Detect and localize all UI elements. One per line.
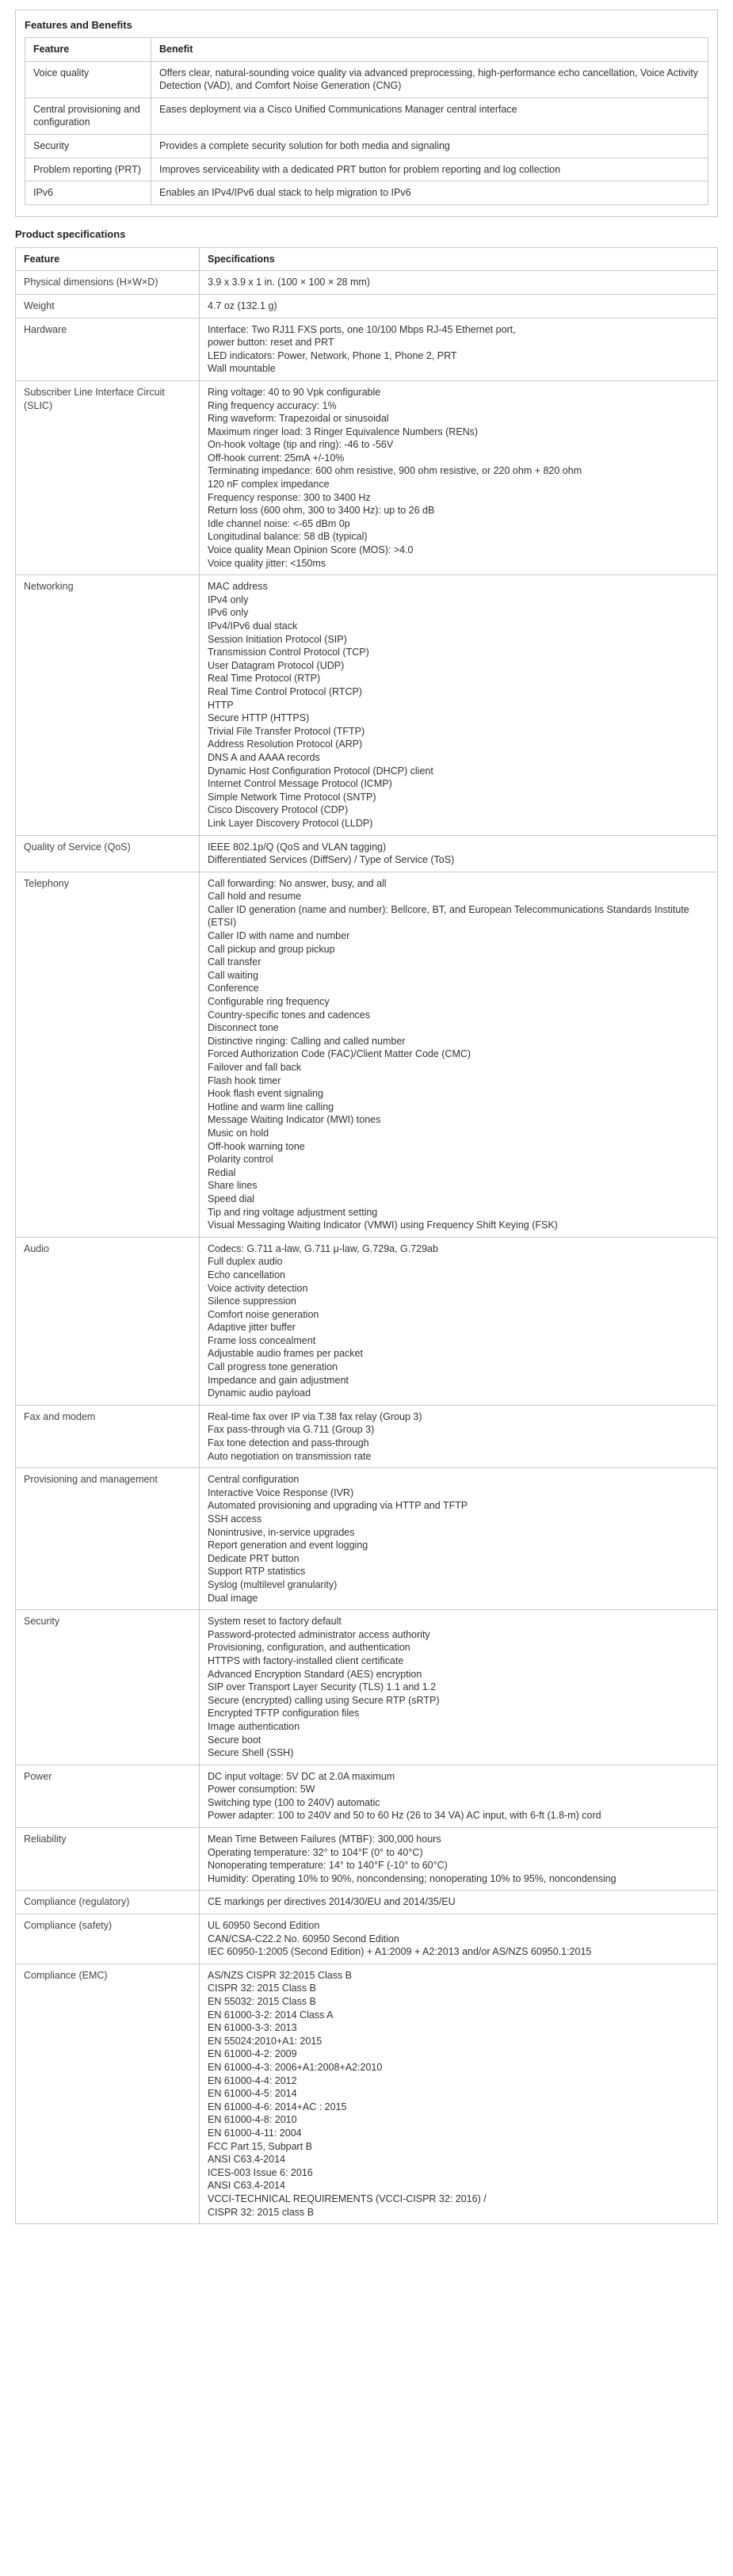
specifications-cell bbox=[200, 835, 718, 872]
spec-line: Ring frequency accuracy: 1% bbox=[208, 399, 337, 411]
benefit-cell: Offers clear, natural-sounding voice quality via advanced preprocessing, high-performance echo cancellation, Voice Activity Detection (VAD), and Comfort Noise Generation (CNG) bbox=[151, 61, 708, 97]
feature-cell: Central provisioning and configuration bbox=[25, 97, 151, 134]
spec-line: Fax tone detection and pass-through bbox=[208, 1437, 369, 1449]
spec-line: Conference bbox=[208, 983, 259, 994]
table-row bbox=[16, 575, 718, 835]
table-row bbox=[16, 1237, 718, 1405]
spec-line: EN 61000-4-11: 2004 bbox=[208, 2127, 302, 2139]
feature-cell: Telephony bbox=[16, 872, 200, 1237]
table-row bbox=[16, 1405, 718, 1467]
spec-line: 120 nF complex impedance bbox=[208, 479, 330, 490]
spec-line: LED indicators: Power, Network, Phone 1, Phone 2, PRT bbox=[208, 349, 457, 361]
spec-line: IPv4 only bbox=[208, 593, 249, 605]
feature-cell: Fax and modem bbox=[16, 1405, 200, 1467]
spec-line: Redial bbox=[208, 1166, 236, 1178]
spec-line: Off-hook warning tone bbox=[208, 1140, 305, 1152]
spec-line: Fax pass-through via G.711 (Group 3) bbox=[208, 1424, 375, 1436]
spec-line: System reset to factory default bbox=[208, 1616, 342, 1628]
table-header-row bbox=[16, 247, 718, 271]
table-row bbox=[16, 1914, 718, 1964]
specifications-cell bbox=[200, 1963, 718, 2223]
spec-line: Secure (encrypted) calling using Secure RTP (sRTP) bbox=[208, 1694, 440, 1706]
spec-line: MAC address bbox=[208, 581, 268, 593]
spec-line: Dynamic audio payload bbox=[208, 1387, 311, 1399]
spec-line: Power consumption: 5W bbox=[208, 1784, 315, 1796]
spec-line: Message Waiting Indicator (MWI) tones bbox=[208, 1114, 381, 1126]
spec-line: SSH access bbox=[208, 1513, 262, 1525]
spec-line: Secure boot bbox=[208, 1734, 262, 1746]
table-row bbox=[16, 1765, 718, 1827]
spec-line: Speed dial bbox=[208, 1193, 255, 1204]
spec-line: Adaptive jitter buffer bbox=[208, 1322, 296, 1334]
spec-line: Ring voltage: 40 to 90 Vpk configurable bbox=[208, 386, 381, 398]
spec-line: FCC Part 15, Subpart B bbox=[208, 2140, 313, 2152]
spec-line: Nonintrusive, in-service upgrades bbox=[208, 1526, 355, 1538]
table-row bbox=[16, 271, 718, 295]
spec-line: Impedance and gain adjustment bbox=[208, 1374, 349, 1386]
spec-line: 3.9 x 3.9 x 1 in. (100 × 100 × 28 mm) bbox=[208, 277, 370, 288]
table-row bbox=[25, 158, 708, 181]
spec-line: Call transfer bbox=[208, 956, 262, 968]
column-header-specifications: Specifications bbox=[200, 247, 718, 271]
feature-cell: Compliance (EMC) bbox=[16, 1963, 200, 2223]
spec-line: Power adapter: 100 to 240V and 50 to 60 Hz (26 to 34 VA) AC input, with 6-ft (1.8-m) cord bbox=[208, 1810, 601, 1822]
spec-line: ICES-003 Issue 6: 2016 bbox=[208, 2166, 313, 2178]
spec-line: EN 61000-3-2: 2014 Class A bbox=[208, 2009, 334, 2021]
spec-line: Configurable ring frequency bbox=[208, 996, 330, 1008]
specifications-cell bbox=[200, 294, 718, 318]
features-benefits-table bbox=[25, 37, 708, 205]
spec-line: Operating temperature: 32° to 104°F (0° to 40°C) bbox=[208, 1846, 423, 1858]
spec-line: Call waiting bbox=[208, 969, 258, 981]
spec-line: Interactive Voice Response (IVR) bbox=[208, 1486, 354, 1498]
table-row bbox=[16, 1468, 718, 1610]
benefit-cell: Eases deployment via a Cisco Unified Communications Manager central interface bbox=[151, 97, 708, 134]
product-specifications-body bbox=[16, 271, 718, 2224]
spec-line: Adjustable audio frames per packet bbox=[208, 1348, 363, 1360]
feature-cell: Audio bbox=[16, 1237, 200, 1405]
spec-line: Session Initiation Protocol (SIP) bbox=[208, 633, 347, 645]
feature-cell: Reliability bbox=[16, 1828, 200, 1891]
spec-line: Silence suppression bbox=[208, 1296, 296, 1307]
spec-line: Call hold and resume bbox=[208, 891, 302, 903]
spec-line: Visual Messaging Waiting Indicator (VMWI) using Frequency Shift Keying (FSK) bbox=[208, 1219, 558, 1231]
specifications-cell bbox=[200, 1891, 718, 1914]
specifications-cell bbox=[200, 575, 718, 835]
column-header-feature: Feature bbox=[25, 38, 151, 62]
spec-line: IEEE 802.1p/Q (QoS and VLAN tagging) bbox=[208, 841, 387, 853]
spec-line: UL 60950 Second Edition bbox=[208, 1920, 320, 1932]
benefit-cell: Provides a complete security solution for both media and signaling bbox=[151, 134, 708, 158]
table-row bbox=[16, 872, 718, 1237]
spec-line: Cisco Discovery Protocol (CDP) bbox=[208, 804, 349, 816]
spec-line: User Datagram Protocol (UDP) bbox=[208, 659, 345, 671]
spec-line: Caller ID with name and number bbox=[208, 930, 350, 942]
feature-cell: Quality of Service (QoS) bbox=[16, 835, 200, 872]
spec-line: power button: reset and PRT bbox=[208, 337, 334, 349]
spec-line: Voice quality jitter: <150ms bbox=[208, 557, 326, 569]
spec-line: 4.7 oz (132.1 g) bbox=[208, 300, 277, 311]
product-specifications-table bbox=[15, 247, 718, 2224]
spec-line: EN 61000-3-3: 2013 bbox=[208, 2022, 297, 2034]
spec-line: IPv6 only bbox=[208, 607, 249, 619]
spec-line: Password-protected administrator access authority bbox=[208, 1628, 430, 1640]
table-row bbox=[25, 181, 708, 205]
spec-line: Secure Shell (SSH) bbox=[208, 1747, 294, 1759]
spec-line: Tip and ring voltage adjustment setting bbox=[208, 1206, 378, 1218]
spec-line: ANSI C63.4-2014 bbox=[208, 2154, 285, 2166]
spec-line: Flash hook timer bbox=[208, 1074, 281, 1086]
spec-line: Nonoperating temperature: 14° to 140°F (-10° to 60°C) bbox=[208, 1860, 448, 1872]
features-benefits-body bbox=[25, 61, 708, 204]
spec-line: On-hook voltage (tip and ring): -46 to -56V bbox=[208, 439, 394, 451]
specifications-cell bbox=[200, 1610, 718, 1765]
specifications-cell bbox=[200, 1914, 718, 1964]
spec-line: Call pickup and group pickup bbox=[208, 943, 335, 955]
benefit-cell: Enables an IPv4/IPv6 dual stack to help migration to IPv6 bbox=[151, 181, 708, 205]
spec-line: Longitudinal balance: 58 dB (typical) bbox=[208, 531, 368, 543]
spec-line: Ring waveform: Trapezoidal or sinusoidal bbox=[208, 413, 389, 425]
spec-line: Failover and fall back bbox=[208, 1062, 302, 1073]
specifications-cell bbox=[200, 318, 718, 380]
spec-line: Hotline and warm line calling bbox=[208, 1101, 334, 1112]
spec-line: Frame loss concealment bbox=[208, 1334, 316, 1346]
spec-line: Automated provisioning and upgrading via HTTP and TFTP bbox=[208, 1500, 468, 1512]
spec-line: Real-time fax over IP via T.38 fax relay (Group 3) bbox=[208, 1410, 422, 1422]
spec-line: Dynamic Host Configuration Protocol (DHCP) client bbox=[208, 765, 433, 777]
table-row bbox=[16, 835, 718, 872]
spec-line: EN 61000-4-3: 2006+A1:2008+A2:2010 bbox=[208, 2061, 383, 2073]
table-row bbox=[25, 97, 708, 134]
spec-line: Full duplex audio bbox=[208, 1256, 283, 1268]
spec-line: HTTPS with factory-installed client certificate bbox=[208, 1654, 404, 1666]
spec-line: IEC 60950-1:2005 (Second Edition) + A1:2009 + A2:2013 and/or AS/NZS 60950.1:2015 bbox=[208, 1946, 592, 1958]
spec-line: Terminating impedance: 600 ohm resistive, 900 ohm resistive, or 220 ohm + 820 ohm bbox=[208, 465, 582, 477]
feature-cell: Power bbox=[16, 1765, 200, 1827]
features-benefits-box bbox=[15, 10, 718, 217]
spec-line: Report generation and event logging bbox=[208, 1540, 368, 1551]
spec-line: Link Layer Discovery Protocol (LLDP) bbox=[208, 817, 373, 829]
features-benefits-title: Features and Benefits bbox=[25, 19, 132, 31]
spec-line: HTTP bbox=[208, 699, 234, 711]
spec-line: Differentiated Services (DiffServ) / Type of Service (ToS) bbox=[208, 854, 455, 866]
spec-line: CISPR 32: 2015 class B bbox=[208, 2206, 315, 2218]
spec-line: Real Time Control Protocol (RTCP) bbox=[208, 685, 362, 697]
spec-line: Distinctive ringing: Calling and called number bbox=[208, 1035, 406, 1047]
spec-line: Secure HTTP (HTTPS) bbox=[208, 712, 310, 724]
spec-line: Hook flash event signaling bbox=[208, 1088, 323, 1100]
product-specifications-box bbox=[15, 247, 718, 2224]
spec-line: Voice quality Mean Opinion Score (MOS): >4.0 bbox=[208, 544, 414, 556]
column-header-benefit: Benefit bbox=[151, 38, 708, 62]
spec-line: Share lines bbox=[208, 1180, 258, 1192]
spec-line: Call forwarding: No answer, busy, and all bbox=[208, 877, 387, 889]
spec-line: Syslog (multilevel granularity) bbox=[208, 1578, 338, 1590]
spec-line: Support RTP statistics bbox=[208, 1566, 306, 1578]
spec-line: EN 61000-4-4: 2012 bbox=[208, 2074, 297, 2086]
spec-line: EN 61000-4-8: 2010 bbox=[208, 2114, 297, 2126]
table-row bbox=[16, 318, 718, 380]
spec-line: Advanced Encryption Standard (AES) encryption bbox=[208, 1668, 422, 1680]
spec-line: Return loss (600 ohm, 300 to 3400 Hz): up to 26 dB bbox=[208, 505, 435, 517]
spec-line: Internet Control Message Protocol (ICMP) bbox=[208, 778, 392, 790]
spec-line: Voice activity detection bbox=[208, 1282, 308, 1294]
specifications-cell bbox=[200, 872, 718, 1237]
spec-line: CISPR 32: 2015 Class B bbox=[208, 1983, 316, 1994]
spec-line: Encrypted TFTP configuration files bbox=[208, 1708, 360, 1719]
spec-line: Call progress tone generation bbox=[208, 1361, 338, 1373]
spec-line: Mean Time Between Failures (MTBF): 300,000 hours bbox=[208, 1834, 441, 1845]
feature-cell: Weight bbox=[16, 294, 200, 318]
table-row bbox=[16, 294, 718, 318]
spec-line: Dedicate PRT button bbox=[208, 1552, 300, 1564]
spec-line: DNS A and AAAA records bbox=[208, 751, 320, 763]
feature-cell: IPv6 bbox=[25, 181, 151, 205]
spec-line: Real Time Protocol (RTP) bbox=[208, 673, 321, 685]
spec-line: Codecs: G.711 a-law, G.711 μ-law, G.729a, G.729ab bbox=[208, 1242, 438, 1254]
spec-line: Country-specific tones and cadences bbox=[208, 1009, 370, 1021]
spec-line: Off-hook current: 25mA +/-10% bbox=[208, 452, 345, 464]
feature-cell: Hardware bbox=[16, 318, 200, 380]
spec-line: Provisioning, configuration, and authentication bbox=[208, 1642, 410, 1654]
table-header-row bbox=[25, 38, 708, 62]
feature-cell: Networking bbox=[16, 575, 200, 835]
spec-line: Simple Network Time Protocol (SNTP) bbox=[208, 791, 376, 803]
spec-line: Transmission Control Protocol (TCP) bbox=[208, 647, 369, 658]
feature-cell: Problem reporting (PRT) bbox=[25, 158, 151, 181]
spec-line: Auto negotiation on transmission rate bbox=[208, 1450, 372, 1462]
product-specifications-title: Product specifications bbox=[15, 227, 126, 240]
specifications-cell bbox=[200, 1237, 718, 1405]
benefit-cell: Improves serviceability with a dedicated PRT button for problem reporting and log collection bbox=[151, 158, 708, 181]
feature-cell: Security bbox=[16, 1610, 200, 1765]
feature-cell: Compliance (safety) bbox=[16, 1914, 200, 1964]
spec-line: Music on hold bbox=[208, 1127, 269, 1139]
feature-cell: Subscriber Line Interface Circuit (SLIC) bbox=[16, 380, 200, 574]
spec-line: Polarity control bbox=[208, 1154, 273, 1166]
spec-line: Comfort noise generation bbox=[208, 1308, 319, 1320]
spec-line: AS/NZS CISPR 32:2015 Class B bbox=[208, 1969, 353, 1981]
spec-line: IPv4/IPv6 dual stack bbox=[208, 620, 298, 632]
spec-line: EN 55024:2010+A1: 2015 bbox=[208, 2035, 323, 2047]
table-row bbox=[25, 61, 708, 97]
spec-line: Address Resolution Protocol (ARP) bbox=[208, 738, 363, 750]
specifications-cell bbox=[200, 1405, 718, 1467]
spec-line: ANSI C63.4-2014 bbox=[208, 2180, 285, 2192]
specifications-cell bbox=[200, 1765, 718, 1827]
spec-line: Humidity: Operating 10% to 90%, noncondensing; nonoperating 10% to 95%, noncondensing bbox=[208, 1872, 617, 1884]
specifications-cell bbox=[200, 1828, 718, 1891]
table-row bbox=[16, 1963, 718, 2223]
spec-line: EN 61000-4-6: 2014+AC : 2015 bbox=[208, 2101, 347, 2112]
spec-line: Forced Authorization Code (FAC)/Client Matter Code (CMC) bbox=[208, 1048, 471, 1060]
spec-line: EN 61000-4-2: 2009 bbox=[208, 2048, 297, 2060]
spec-line: Caller ID generation (name and number): Bellcore, BT, and European Telecommunications Standards Institute (ETSI) bbox=[208, 903, 689, 929]
column-header-feature: Feature bbox=[16, 247, 200, 271]
feature-cell: Physical dimensions (H×W×D) bbox=[16, 271, 200, 295]
spec-line: Switching type (100 to 240V) automatic bbox=[208, 1796, 380, 1808]
table-row bbox=[16, 1891, 718, 1914]
spec-line: CE markings per directives 2014/30/EU and 2014/35/EU bbox=[208, 1896, 456, 1908]
spec-line: SIP over Transport Layer Security (TLS) 1.1 and 1.2 bbox=[208, 1681, 437, 1693]
spec-line: Dual image bbox=[208, 1592, 258, 1604]
spec-line: Wall mountable bbox=[208, 363, 276, 375]
table-row bbox=[25, 134, 708, 158]
feature-cell: Provisioning and management bbox=[16, 1468, 200, 1610]
spec-line: DC input voltage: 5V DC at 2.0A maximum bbox=[208, 1770, 395, 1782]
spec-line: Disconnect tone bbox=[208, 1022, 279, 1034]
table-row bbox=[16, 1828, 718, 1891]
specifications-cell bbox=[200, 271, 718, 295]
spec-line: EN 55032: 2015 Class B bbox=[208, 1996, 316, 2007]
spec-line: Frequency response: 300 to 3400 Hz bbox=[208, 491, 371, 503]
table-row bbox=[16, 380, 718, 574]
spec-line: Central configuration bbox=[208, 1474, 300, 1486]
feature-cell: Voice quality bbox=[25, 61, 151, 97]
spec-line: Maximum ringer load: 3 Ringer Equivalence Numbers (RENs) bbox=[208, 426, 479, 437]
feature-cell: Security bbox=[25, 134, 151, 158]
specifications-cell bbox=[200, 1468, 718, 1610]
feature-cell: Compliance (regulatory) bbox=[16, 1891, 200, 1914]
spec-line: VCCI-TECHNICAL REQUIREMENTS (VCCI-CISPR 32: 2016) / bbox=[208, 2192, 487, 2204]
spec-line: CAN/CSA-C22.2 No. 60950 Second Edition bbox=[208, 1933, 399, 1944]
spec-line: EN 61000-4-5: 2014 bbox=[208, 2088, 297, 2100]
spec-line: Idle channel noise: <-65 dBm 0p bbox=[208, 517, 350, 529]
specifications-cell bbox=[200, 380, 718, 574]
spec-line: Echo cancellation bbox=[208, 1269, 285, 1280]
spec-line: Trivial File Transfer Protocol (TFTP) bbox=[208, 725, 365, 737]
table-row bbox=[16, 1610, 718, 1765]
spec-line: Image authentication bbox=[208, 1720, 300, 1732]
spec-line: Interface: Two RJ11 FXS ports, one 10/100 Mbps RJ-45 Ethernet port, bbox=[208, 323, 516, 335]
